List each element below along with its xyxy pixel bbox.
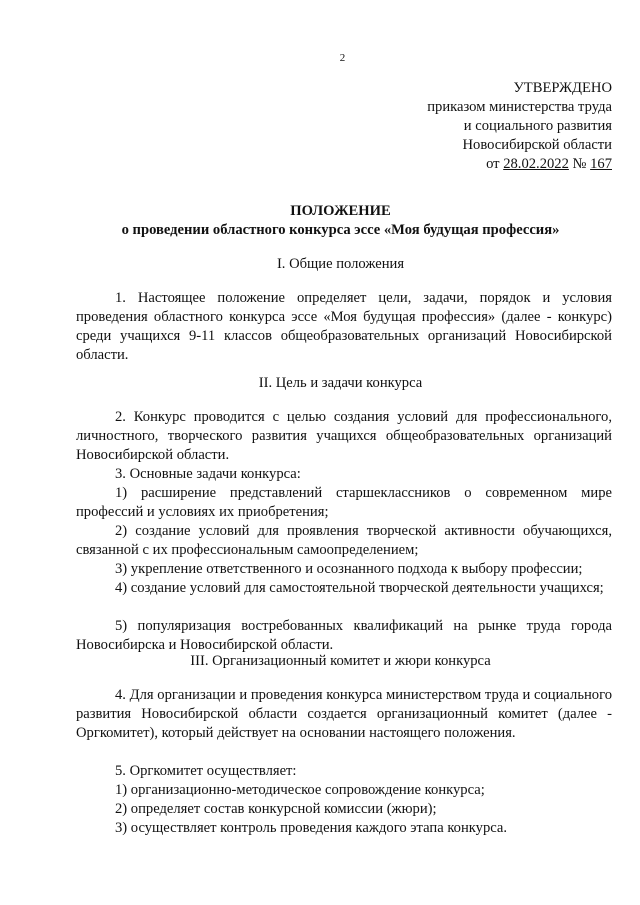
number-prefix: №: [568, 156, 591, 172]
document-subtitle: о проведении областного конкурса эссе «Моя будущая профессия»: [121, 222, 560, 238]
paragraph: 2. Конкурс проводится с целью создания условий для профессионального, личностного, творческого развития учащихся общеобразовательных организаций Новосибирской области.: [76, 409, 612, 463]
page-number: 2: [339, 52, 346, 64]
paragraph: 5. Оргкомитет осуществляет:: [115, 763, 297, 779]
section-heading: III. Организационный комитет и жюри конкурса: [190, 653, 491, 669]
approval-date-line: [372, 155, 612, 174]
approval-heading: УТВЕРЖДЕНО: [513, 80, 612, 96]
approval-date: 28.02.2022: [503, 156, 569, 172]
list-item: 3) осуществляет контроль проведения каждого этапа конкурса.: [115, 820, 508, 836]
document-title: ПОЛОЖЕНИЕ: [290, 203, 391, 219]
list-item: 4) создание условий для самостоятельной творческой деятельности учащихся;: [115, 580, 604, 596]
paragraph: 4. Для организации и проведения конкурса министерством труда и социального развития Новосибирской области создается организационный комитет (далее - Оргкомитет), который действует на основании настоящего положения.: [76, 687, 612, 741]
list-item: 1) организационно-методическое сопровождение конкурса;: [115, 782, 485, 798]
approval-line: приказом министерства труда: [427, 99, 612, 115]
list-item: 1) расширение представлений старшеклассников о современном мире профессий и условиях их приобретения;: [76, 485, 612, 520]
approval-block: [372, 79, 612, 174]
list-item: 5) популяризация востребованных квалификаций на рынке труда города Новосибирска и Новосибирской области.: [76, 618, 612, 653]
list-item: 2) создание условий для проявления творческой активности обучающихся, связанной с их профессиональным самоопределением;: [76, 523, 612, 558]
approval-line: Новосибирской области: [462, 137, 612, 153]
date-prefix: от: [486, 156, 504, 172]
paragraph: 3. Основные задачи конкурса:: [115, 466, 301, 482]
list-item: 3) укрепление ответственного и осознанного подхода к выбору профессии;: [115, 561, 583, 577]
paragraph: 1. Настоящее положение определяет цели, задачи, порядок и условия проведения областного конкурса эссе «Моя будущая профессия» (далее - конкурс) среди учащихся 9-11 классов общеобразовательных организаций Новосибирской области.: [76, 290, 612, 363]
section-heading: I. Общие положения: [276, 256, 405, 272]
approval-line: и социального развития: [463, 118, 612, 134]
approval-number: 167: [590, 156, 612, 172]
list-item: 2) определяет состав конкурсной комиссии (жюри);: [115, 801, 437, 817]
section-heading: II. Цель и задачи конкурса: [258, 375, 423, 391]
